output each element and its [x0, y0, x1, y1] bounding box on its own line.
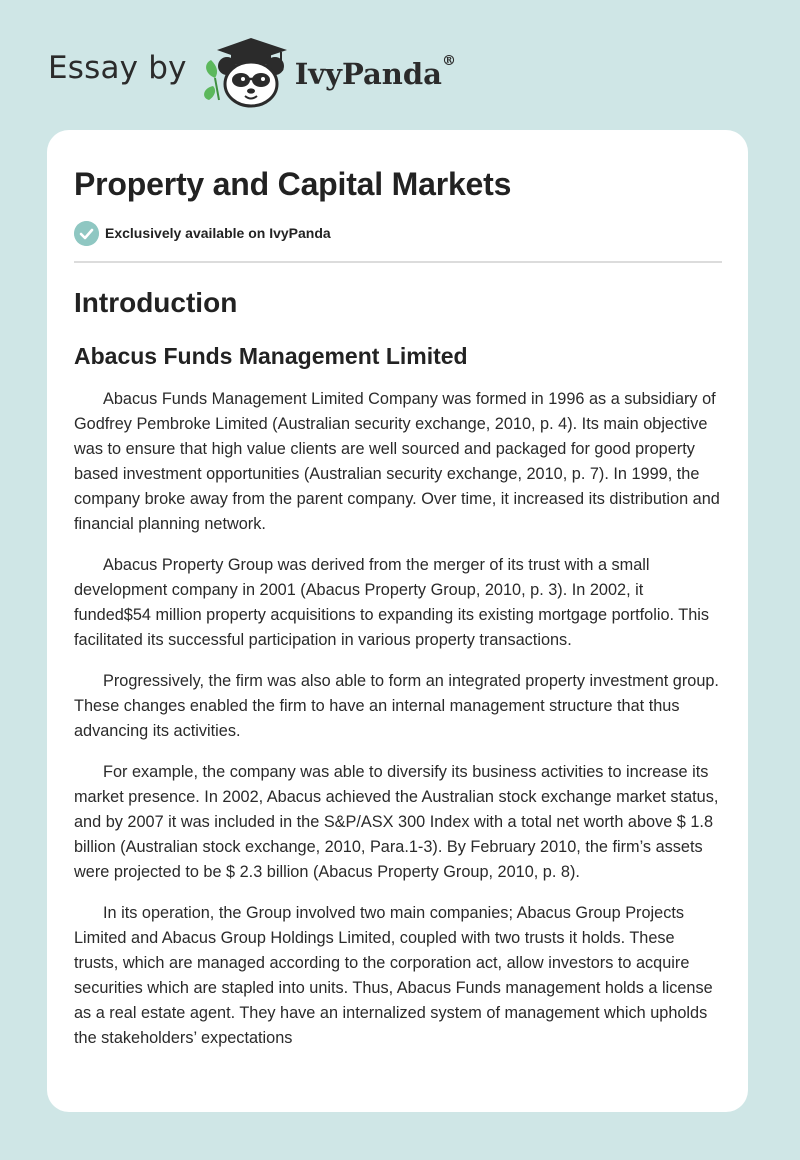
section-heading: Introduction: [74, 287, 238, 318]
checkmark-circle-icon: [74, 221, 99, 246]
badge-text: Exclusively available on IvyPanda: [105, 225, 331, 241]
subsection-heading: Abacus Funds Management Limited: [74, 343, 468, 369]
panda-graduate-icon: [201, 34, 293, 110]
brand-name: IvyPanda®: [294, 53, 456, 91]
page-title: Property and Capital Markets: [74, 166, 512, 202]
exclusive-badge: [74, 220, 722, 246]
paragraph: Abacus Property Group was derived from the merger of its trust with a small development company in 2001 (Abacus Property Group, 2010, p. 3). In 2002, it funded$54 million property acquisitions to expanding its existing mortgage portfolio. This facilitated its successful participation in various property transactions.: [74, 556, 710, 649]
paragraph: In its operation, the Group involved two main companies; Abacus Group Projects Limited and Abacus Group Holdings Limited, coupled with two trusts it holds. These trusts, which are managed according to the corporation act, allow investors to acquire securities which are stapled into units. Thus, Abacus Funds management holds a license as a real estate agent. They have an internalized system of management which upholds the stakeholders’ expectations: [74, 904, 713, 1047]
registered-mark: ®: [441, 53, 456, 69]
article-body: [74, 387, 722, 1051]
brand-prefix: Essay by: [48, 50, 187, 86]
divider: [74, 261, 722, 263]
article-card: [47, 130, 748, 1112]
paragraph: For example, the company was able to diversify its business activities to increase its market presence. In 2002, Abacus achieved the Australian stock exchange market status, and by 2007 it was included in the S&P/ASX 300 Index with a total net worth above $ 1.8 billion (Australian stock exchange, 2010, Para.1-3). By February 2010, the firm’s assets were projected to be $ 2.3 billion (Abacus Property Group, 2010, p. 8).: [74, 763, 719, 881]
paragraph: Abacus Funds Management Limited Company was formed in 1996 as a subsidiary of Godfrey Pembroke Limited (Australian security exchange, 2010, p. 4). Its main objective was to ensure that high value clients are well sourced and packaged for good property based investment opportunities (Australian security exchange, 2010, p. 7). In 1999, the company broke away from the parent company. Over time, it increased its distribution and financial planning network.: [74, 390, 720, 533]
paragraph: Progressively, the firm was also able to form an integrated property investment group. These changes enabled the firm to have an internal management structure that thus advancing its activities.: [74, 672, 719, 740]
brand-logo[interactable]: [48, 34, 456, 110]
